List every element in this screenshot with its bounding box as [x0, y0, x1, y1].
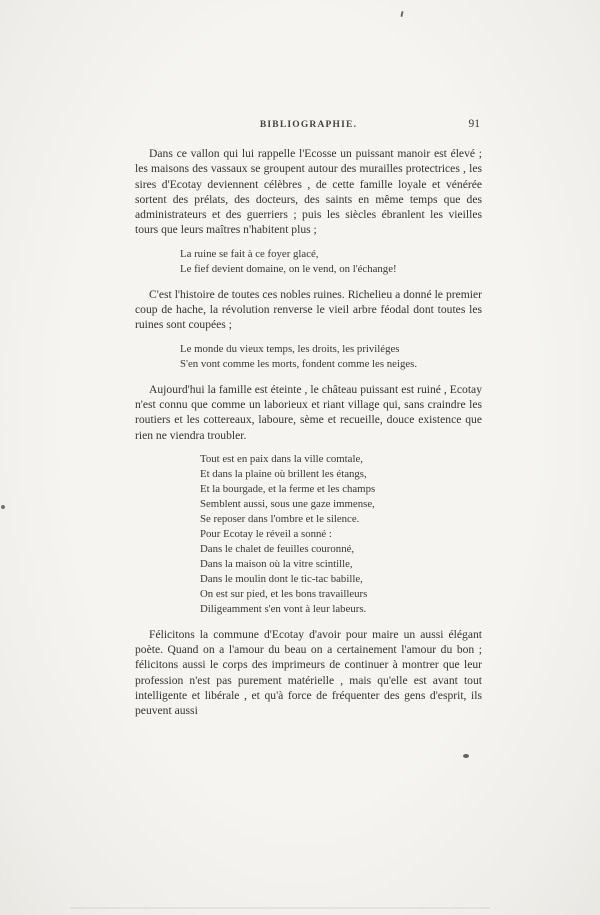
page-header	[135, 120, 482, 134]
verse-line: Et la bourgade, et la ferme et les champs	[200, 482, 376, 495]
verse-line: Pour Ecotay le réveil a sonné :	[200, 527, 332, 540]
verse-line: Semblent aussi, sous une gaze immense,	[200, 497, 375, 510]
verse-line: Le monde du vieux temps, les droits, les priviléges	[180, 342, 400, 355]
scan-speck-bottom	[463, 754, 469, 758]
scan-speck-top	[400, 11, 403, 17]
paragraph-4: Félicitons la commune d'Ecotay d'avoir pour maire un aussi élégant poète. Quand on a l'amour du beau on a certainement l'amour du bon ; félicitons aussi le corps des imprimeurs de continuer à montrer que leur profession n'est pas purement matérielle , mais qu'elle est avant tout intelligente et libérale , et qu'à force de fréquenter des gens d'esprit, ils peuvent aussi	[135, 627, 482, 718]
verse-block-1	[180, 247, 482, 277]
verse-line: On est sur pied, et les bons travailleurs	[200, 587, 368, 600]
verse-line: S'en vont comme les morts, fondent comme les neiges.	[180, 357, 418, 370]
verse-block-2	[180, 342, 482, 372]
verse-line: Dans le moulin dont le tic-tac babille,	[200, 572, 363, 585]
verse-line: Dans la maison où la vitre scintille,	[200, 557, 353, 570]
text-column	[135, 120, 482, 728]
page-number: 91	[468, 118, 480, 130]
verse-line: Et dans la plaine où brillent les étangs,	[200, 467, 367, 480]
page-edge-shadow	[70, 907, 490, 909]
paragraph-3: Aujourd'hui la famille est éteinte , le château puissant est ruiné , Ecotay n'est connu que comme un laborieux et riant village qui, sans craindre les routiers et les cottereaux, laboure, sème et recueille, douce existence que rien ne viendra troubler.	[135, 382, 482, 442]
verse-line: La ruine se fait à ce foyer glacé,	[180, 247, 319, 260]
verse-line: Tout est en paix dans la ville comtale,	[200, 452, 363, 465]
paragraph-1: Dans ce vallon qui lui rappelle l'Ecosse un puissant manoir est élevé ; les maisons des vassaux se groupent autour des murailles protectrices , les sires d'Ecotay deviennent célèbres , de cette famille loyale et vénérée sortent des prélats, des docteurs, des saints en même temps que des administrateurs et des guerriers ; puis les siècles ébranlent les vieilles tours que leurs maîtres n'habitent plus ;	[135, 147, 482, 237]
paragraph-2: C'est l'histoire de toutes ces nobles ruines. Richelieu a donné le premier coup de hache, la révolution renverse le vieil arbre féodal dont toutes les ruines sont coupées ;	[135, 287, 482, 332]
verse-line: Le fief devient domaine, on le vend, on l'échange!	[180, 262, 397, 275]
verse-line: Dans le chalet de feuilles couronné,	[200, 542, 355, 555]
verse-line: Diligeamment s'en vont à leur labeurs.	[200, 602, 367, 615]
scan-speck-left	[1, 505, 5, 509]
running-title: BIBLIOGRAPHIE.	[259, 120, 358, 130]
verse-block-3	[200, 452, 482, 617]
verse-line: Se reposer dans l'ombre et le silence.	[200, 512, 360, 525]
